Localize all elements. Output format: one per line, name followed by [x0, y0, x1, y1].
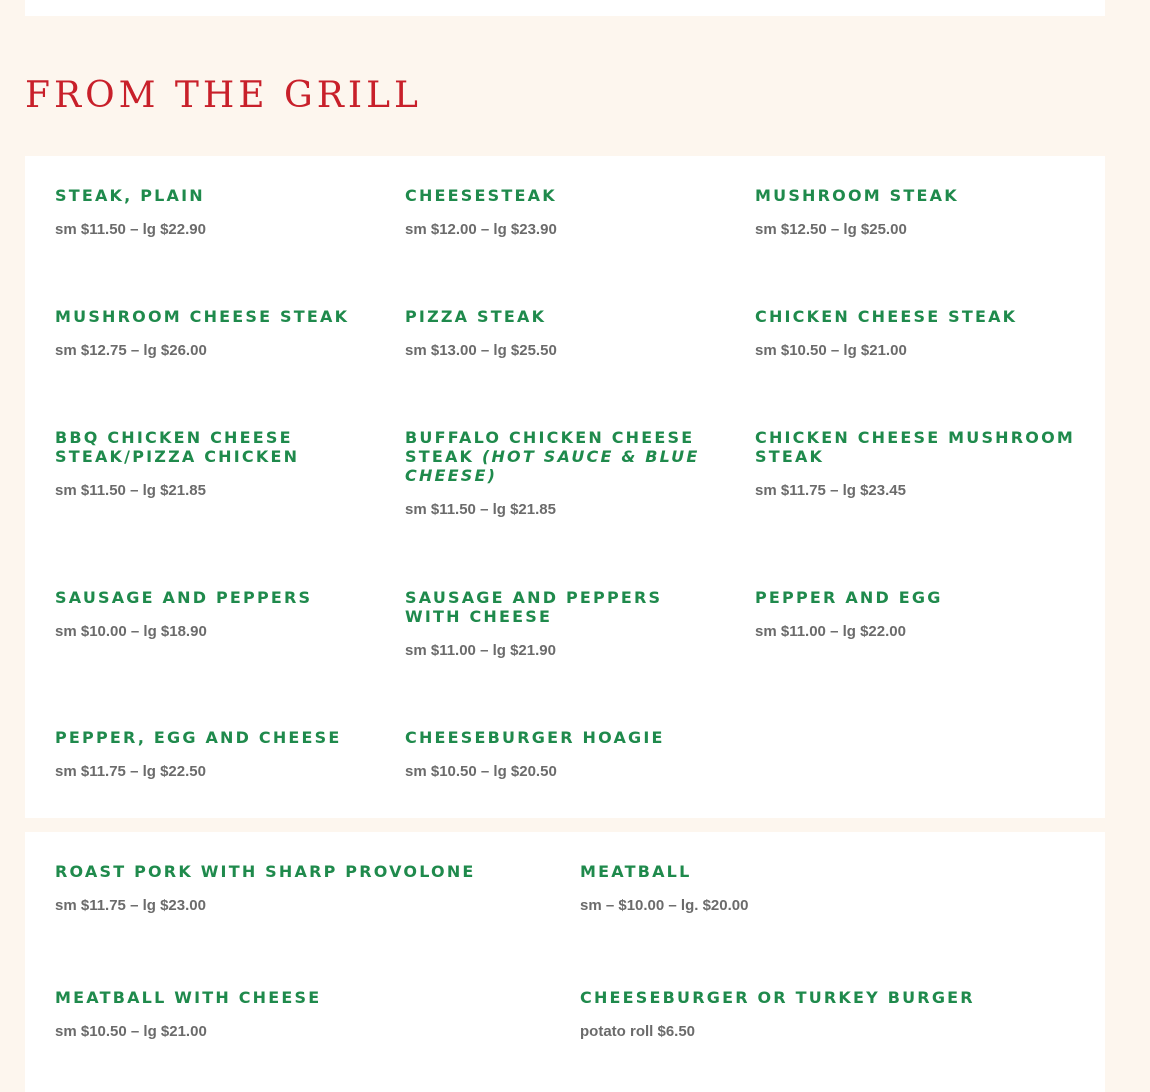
- item-price: sm $11.00 – lg $21.90: [405, 642, 556, 659]
- menu-item: [580, 988, 1060, 1041]
- previous-section-card: [25, 0, 1105, 16]
- grill-menu-card: [25, 156, 1105, 818]
- menu-item: [405, 588, 725, 660]
- item-price: sm $12.75 – lg $26.00: [55, 342, 207, 359]
- item-name: BBQ CHICKEN CHEESE STEAK/PIZZA CHICKEN: [55, 428, 300, 466]
- menu-item: [405, 307, 725, 360]
- item-name: SAUSAGE AND PEPPERS WITH CHEESE: [405, 588, 663, 626]
- item-name: CHEESEBURGER HOAGIE: [405, 728, 665, 747]
- section-title: FROM THE GRILL: [25, 75, 422, 116]
- item-name: PEPPER AND EGG: [755, 588, 943, 607]
- menu-item: [55, 988, 535, 1041]
- item-price: sm $10.00 – lg $18.90: [55, 623, 207, 640]
- item-name: MUSHROOM CHEESE STEAK: [55, 307, 350, 326]
- item-name: ROAST PORK WITH SHARP PROVOLONE: [55, 862, 476, 881]
- item-price: sm – $10.00 – lg. $20.00: [580, 897, 749, 914]
- item-price: sm $11.50 – lg $22.90: [55, 221, 206, 238]
- item-name: CHEESESTEAK: [405, 186, 557, 205]
- item-name: CHEESEBURGER OR TURKEY BURGER: [580, 988, 975, 1007]
- item-price: sm $11.00 – lg $22.00: [755, 623, 906, 640]
- menu-item: [55, 186, 375, 239]
- menu-item: [580, 862, 1060, 915]
- item-price: sm $10.50 – lg $20.50: [405, 763, 557, 780]
- menu-item: [55, 307, 375, 360]
- item-price: potato roll $6.50: [580, 1023, 696, 1040]
- item-name: MEATBALL WITH CHEESE: [55, 988, 322, 1007]
- item-price: sm $11.50 – lg $21.85: [405, 501, 556, 518]
- item-name: MEATBALL: [580, 862, 692, 881]
- item-price: sm $11.75 – lg $22.50: [55, 763, 206, 780]
- item-name: MUSHROOM STEAK: [755, 186, 959, 205]
- item-price: sm $11.50 – lg $21.85: [55, 482, 206, 499]
- item-name: CHICKEN CHEESE STEAK: [755, 307, 1018, 326]
- item-name: SAUSAGE AND PEPPERS: [55, 588, 313, 607]
- menu-item: [405, 428, 725, 519]
- item-name: PEPPER, EGG AND CHEESE: [55, 728, 342, 747]
- item-name: PIZZA STEAK: [405, 307, 547, 326]
- menu-item: [55, 588, 375, 641]
- item-name: [405, 428, 725, 485]
- item-name: CHICKEN CHEESE MUSHROOM STEAK: [755, 428, 1076, 466]
- menu-item: [405, 186, 725, 239]
- item-price: sm $10.50 – lg $21.00: [755, 342, 907, 359]
- menu-item: [55, 728, 375, 781]
- item-name: STEAK, PLAIN: [55, 186, 205, 205]
- more-menu-card: [25, 832, 1105, 1092]
- item-name-note: (HOT SAUCE & BLUE CHEESE): [405, 447, 700, 485]
- item-price: sm $11.75 – lg $23.00: [55, 897, 206, 914]
- item-price: sm $11.75 – lg $23.45: [755, 482, 906, 499]
- item-price: sm $12.00 – lg $23.90: [405, 221, 557, 238]
- menu-item: [405, 728, 725, 781]
- item-price: sm $13.00 – lg $25.50: [405, 342, 557, 359]
- menu-item: [755, 186, 1075, 239]
- menu-item: [55, 862, 535, 915]
- item-price: sm $10.50 – lg $21.00: [55, 1023, 207, 1040]
- item-price: sm $12.50 – lg $25.00: [755, 221, 907, 238]
- menu-item: [55, 428, 375, 500]
- menu-item: [755, 428, 1075, 500]
- menu-item: [755, 588, 1075, 641]
- menu-item: [755, 307, 1075, 360]
- item-name-text: BUFFALO CHICKEN CHEESE STEAK: [405, 428, 695, 466]
